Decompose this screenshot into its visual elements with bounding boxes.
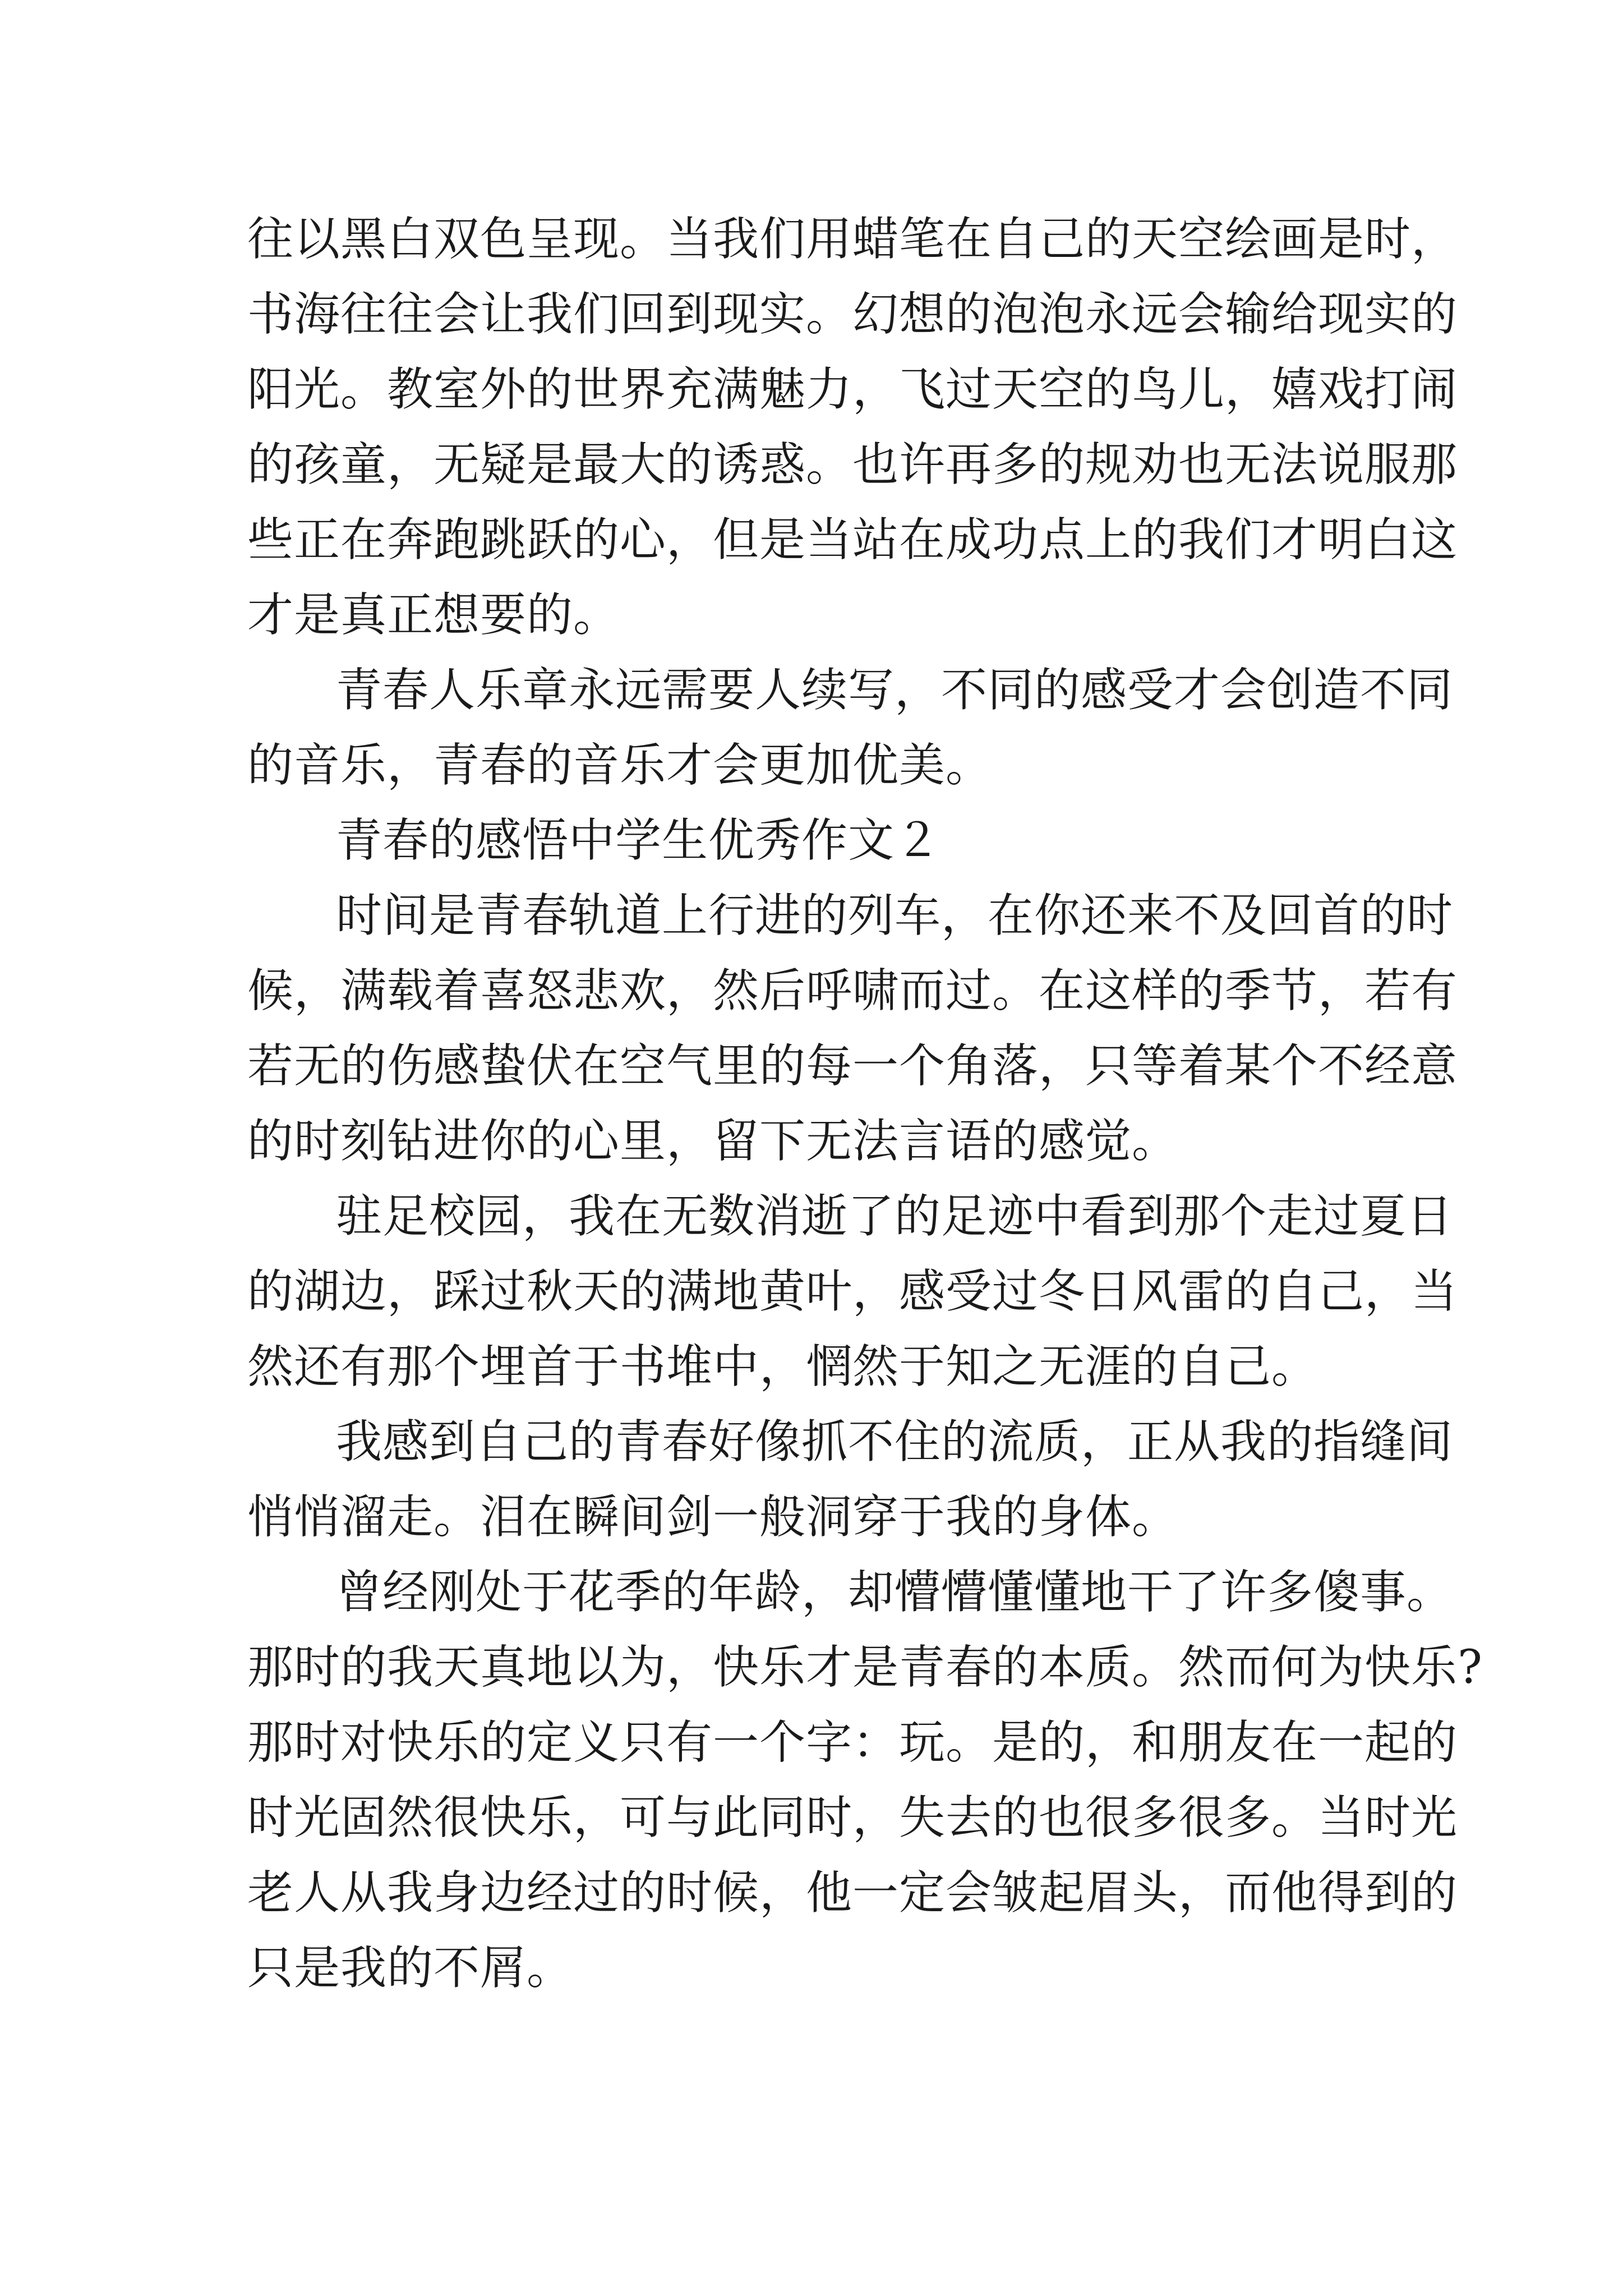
text-line: 的音乐，青春的音乐才会更加优美。 <box>247 739 993 792</box>
text-line: 时间是青春轨道上行进的列车，在你还来不及回首的时 <box>336 889 1454 942</box>
heading-text: 青春的感悟中学生优秀作文２ <box>336 814 942 867</box>
text-line: 书海往往会让我们回到现实。幻想的泡泡永远会输给现实的 <box>247 288 1458 341</box>
document-body <box>247 202 1483 2006</box>
paragraph <box>247 1405 1454 1555</box>
paragraph <box>247 1555 1483 2006</box>
text-line: 驻足校园，我在无数消逝了的足迹中看到那个走过夏日 <box>336 1190 1454 1243</box>
text-line: 曾经刚处于花季的年龄，却懵懵懂懂地干了许多傻事。 <box>336 1566 1454 1619</box>
text-line: 的湖边，踩过秋天的满地黄叶，感受过冬日风雷的自己，当 <box>247 1265 1458 1318</box>
text-line: 些正在奔跑跳跃的心，但是当站在成功点上的我们才明白这 <box>247 513 1458 567</box>
text-line: 候，满载着喜怒悲欢，然后呼啸而过。在这样的季节，若有 <box>247 964 1458 1018</box>
text-line: 才是真正想要的。 <box>247 588 620 642</box>
text-line: 的孩童，无疑是最大的诱惑。也许再多的规劝也无法说服那 <box>247 438 1458 491</box>
text-line: 老人从我身边经过的时候，他一定会皱起眉头，而他得到的 <box>247 1866 1458 1920</box>
paragraph <box>247 202 1458 653</box>
paragraph <box>247 653 1454 803</box>
text-line: 往以黑白双色呈现。当我们用蜡笔在自己的天空绘画是时， <box>247 213 1458 266</box>
text-line: 若无的伤感蛰伏在空气里的每一个角落，只等着某个不经意 <box>247 1039 1458 1093</box>
text-line: 我感到自己的青春好像抓不住的流质，正从我的指缝间 <box>336 1415 1454 1469</box>
text-line: 然还有那个埋首于书堆中，惘然于知之无涯的自己。 <box>247 1340 1318 1393</box>
text-line: 悄悄溜走。泪在瞬间剑一般洞穿于我的身体。 <box>247 1490 1179 1544</box>
text-line: 时光固然很快乐，可与此同时，失去的也很多很多。当时光 <box>247 1791 1458 1844</box>
text-line: 阳光。教室外的世界充满魅力，飞过天空的鸟儿，嬉戏打闹 <box>247 363 1458 416</box>
essay-heading <box>247 803 1397 878</box>
text-line: 那时对快乐的定义只有一个字：玩。是的，和朋友在一起的 <box>247 1716 1458 1769</box>
text-line: 那时的我天真地以为，快乐才是青春的本质。然而何为快乐? <box>247 1641 1483 1694</box>
text-line: 的时刻钻进你的心里，留下无法言语的感觉。 <box>247 1115 1179 1168</box>
paragraph <box>247 878 1458 1179</box>
text-line: 青春人乐章永远需要人续写，不同的感受才会创造不同 <box>336 664 1454 717</box>
paragraph <box>247 1179 1458 1405</box>
text-line: 只是我的不屑。 <box>247 1941 574 1995</box>
